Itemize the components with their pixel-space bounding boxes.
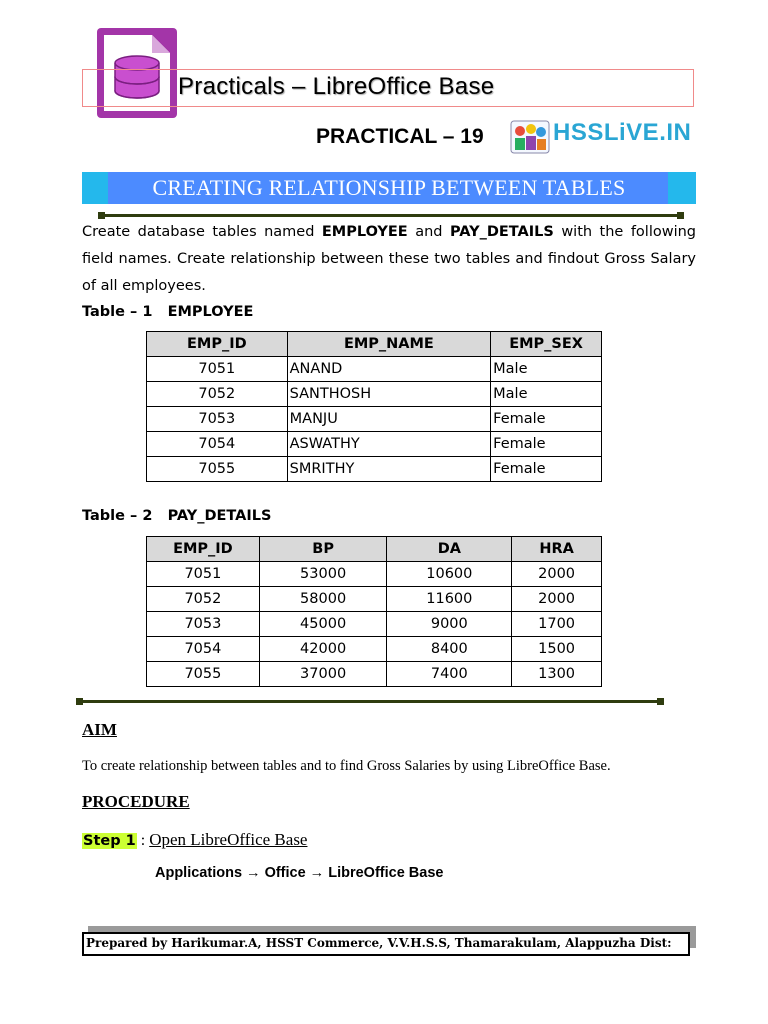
table-row bbox=[147, 457, 602, 482]
table-cell: Female bbox=[491, 457, 602, 482]
table-cell: 9000 bbox=[387, 612, 512, 637]
intro-text-1: Create database tables named bbox=[82, 224, 322, 240]
table-cell: 7054 bbox=[147, 432, 288, 457]
section-banner bbox=[82, 172, 696, 204]
table-cell: 1700 bbox=[512, 612, 602, 637]
intro-table-name-1: EMPLOYEE bbox=[321, 224, 408, 240]
table2-caption: Table – 2 PAY_DETAILS bbox=[82, 508, 272, 524]
step-1-separator: : bbox=[136, 832, 150, 849]
intro-text-2: and bbox=[407, 224, 450, 240]
footer bbox=[82, 932, 690, 956]
table-cell: 8400 bbox=[387, 637, 512, 662]
site-logo-text: HSSLiVE.IN bbox=[553, 119, 692, 146]
table-cell: 7055 bbox=[147, 662, 260, 687]
table-cell: 37000 bbox=[259, 662, 387, 687]
table-cell: 7052 bbox=[147, 587, 260, 612]
table-cell: 2000 bbox=[512, 587, 602, 612]
table-cell: 2000 bbox=[512, 562, 602, 587]
table-cell: Female bbox=[491, 432, 602, 457]
table-cell: Male bbox=[491, 382, 602, 407]
column-header: EMP_ID bbox=[147, 332, 288, 357]
aim-text: To create relationship between tables and to find Gross Salaries by using LibreOffice Base. bbox=[82, 758, 611, 774]
pay-details-table bbox=[146, 536, 602, 687]
aim-heading: AIM bbox=[82, 720, 117, 739]
column-header: EMP_SEX bbox=[491, 332, 602, 357]
table-row bbox=[147, 662, 602, 687]
procedure-heading: PROCEDURE bbox=[82, 792, 190, 811]
table-cell: Female bbox=[491, 407, 602, 432]
table-cell: 1300 bbox=[512, 662, 602, 687]
table-cell: 7055 bbox=[147, 457, 288, 482]
footer-credit: Prepared by Harikumar.A, HSST Commerce, V.V.H.S.S, Thamarakulam, Alappuzha Dist: bbox=[86, 936, 672, 950]
column-header: HRA bbox=[512, 537, 602, 562]
table-cell: MANJU bbox=[287, 407, 491, 432]
students-logo-icon bbox=[510, 120, 550, 154]
table-row bbox=[147, 357, 602, 382]
intro-text-3: with the following field names. Create relationship between these two tables and findout Gross Salary of all employees. bbox=[82, 224, 697, 294]
table-cell: 7052 bbox=[147, 382, 288, 407]
table-cell: Male bbox=[491, 357, 602, 382]
table-cell: SMRITHY bbox=[287, 457, 491, 482]
table-header-row bbox=[147, 332, 602, 357]
table-cell: 7053 bbox=[147, 612, 260, 637]
table-header-row bbox=[147, 537, 602, 562]
table-cell: 7054 bbox=[147, 637, 260, 662]
table-cell: 53000 bbox=[259, 562, 387, 587]
table-cell: 10600 bbox=[387, 562, 512, 587]
practical-number: PRACTICAL – 19 bbox=[316, 125, 484, 148]
table-row bbox=[147, 637, 602, 662]
table-cell: 11600 bbox=[387, 587, 512, 612]
menu-path: Applications → Office → LibreOffice Base bbox=[155, 865, 444, 881]
table1-caption: Table – 1 EMPLOYEE bbox=[82, 304, 254, 320]
table-cell: 7400 bbox=[387, 662, 512, 687]
column-header: DA bbox=[387, 537, 512, 562]
table-row bbox=[147, 382, 602, 407]
table-row bbox=[147, 612, 602, 637]
page-title: Practicals – LibreOffice Base bbox=[178, 73, 495, 100]
table-cell: ANAND bbox=[287, 357, 491, 382]
table-cell: ASWATHY bbox=[287, 432, 491, 457]
table-row bbox=[147, 587, 602, 612]
table-cell: 45000 bbox=[259, 612, 387, 637]
table-cell: 58000 bbox=[259, 587, 387, 612]
column-header: EMP_NAME bbox=[287, 332, 491, 357]
table-row bbox=[147, 562, 602, 587]
table-cell: 7051 bbox=[147, 562, 260, 587]
employee-table bbox=[146, 331, 602, 482]
table-cell: 7051 bbox=[147, 357, 288, 382]
section-banner-title: CREATING RELATIONSHIP BETWEEN TABLES bbox=[152, 175, 626, 200]
step-1 bbox=[82, 830, 307, 850]
table-cell: 42000 bbox=[259, 637, 387, 662]
table-row bbox=[147, 432, 602, 457]
step-1-title: Open LibreOffice Base bbox=[149, 830, 308, 849]
divider-middle bbox=[78, 700, 662, 703]
column-header: EMP_ID bbox=[147, 537, 260, 562]
intro-table-name-2: PAY_DETAILS bbox=[449, 224, 554, 240]
table-cell: 1500 bbox=[512, 637, 602, 662]
column-header: BP bbox=[259, 537, 387, 562]
step-1-label: Step 1 bbox=[83, 833, 136, 849]
table-row bbox=[147, 407, 602, 432]
table-cell: 7053 bbox=[147, 407, 288, 432]
intro-paragraph bbox=[82, 219, 696, 300]
table-cell: SANTHOSH bbox=[287, 382, 491, 407]
divider-top bbox=[100, 214, 682, 217]
